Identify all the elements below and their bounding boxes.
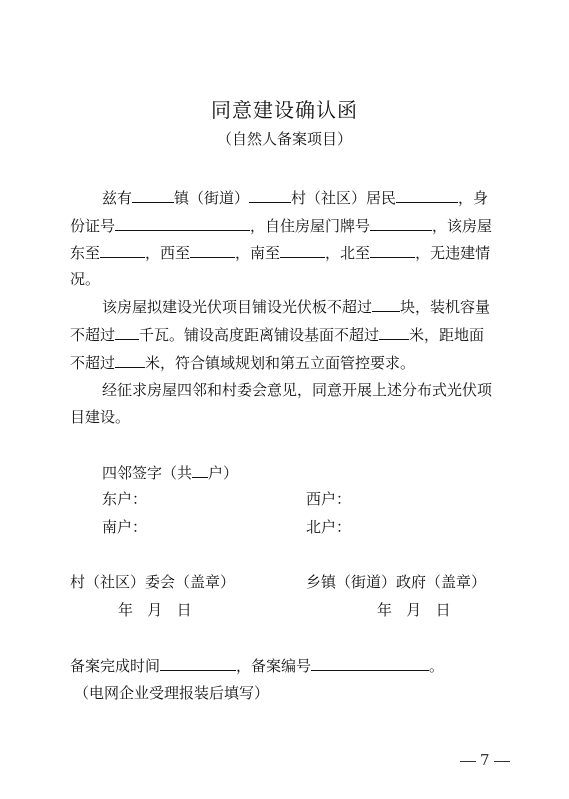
filing-line: 备案完成时间 ，备案编号 。 — [70, 654, 444, 677]
west-boundary-blank — [190, 241, 235, 258]
panel-count-blank — [372, 295, 400, 312]
para2-line1: 该房屋拟建设光伏项目铺设光伏板不超过 块，装机容量 — [102, 295, 490, 318]
para1-line2: 份证号 ，自住房屋门牌号 ，该房屋 — [70, 214, 492, 237]
para3-line1: 经征求房屋四邻和村委会意见，同意开展上述分布式光伏项 — [102, 381, 493, 399]
page-number-dash-right — [494, 761, 510, 762]
page-number: 7 — [456, 751, 514, 769]
document-title: 同意建设确认函 — [211, 98, 358, 122]
capacity-blank — [115, 323, 139, 340]
para1-line1: 兹有 镇（街道） 村（社区）居民 ，身 — [102, 186, 488, 209]
filing-number-blank — [311, 654, 429, 671]
height-base-blank — [379, 323, 409, 340]
para3-line2: 目建设。 — [70, 408, 131, 426]
east-boundary-blank — [100, 241, 145, 258]
resident-blank — [396, 186, 458, 203]
document-subtitle: （自然人备案项目） — [216, 130, 352, 148]
village-date: 年 月 日 — [118, 601, 192, 619]
id-number-blank — [115, 214, 250, 231]
town-seal-label: 乡镇（街道）政府（盖章） — [306, 573, 487, 591]
neighbor-count-blank — [192, 461, 208, 478]
village-blank — [249, 186, 291, 203]
north-neighbor-label: 北户： — [306, 518, 352, 536]
para1-line4: 况。 — [70, 270, 101, 288]
para2-line2: 不超过 千瓦。铺设高度距离铺设基面不超过 米，距地面 — [70, 323, 484, 346]
north-boundary-blank — [370, 241, 415, 258]
filing-time-blank — [160, 654, 236, 671]
south-neighbor-label: 南户： — [102, 518, 148, 536]
para1-line3: 东至 ，西至 ，南至 ，北至 ，无违建情 — [70, 241, 490, 264]
height-ground-blank — [115, 351, 145, 368]
page-number-dash-left — [460, 761, 476, 762]
neighbors-heading: 四邻签字（共 户） — [102, 461, 238, 484]
south-boundary-blank — [280, 241, 325, 258]
town-date: 年 月 日 — [377, 601, 451, 619]
west-neighbor-label: 西户： — [306, 490, 352, 508]
filing-note: （电网企业受理报装后填写） — [74, 684, 270, 702]
para2-line3: 不超过 米，符合镇域规划和第五立面管控要求。 — [70, 351, 415, 374]
village-seal-label: 村（社区）委会（盖章） — [70, 573, 236, 591]
east-neighbor-label: 东户： — [102, 490, 148, 508]
town-blank — [132, 186, 174, 203]
house-number-blank — [370, 214, 432, 231]
